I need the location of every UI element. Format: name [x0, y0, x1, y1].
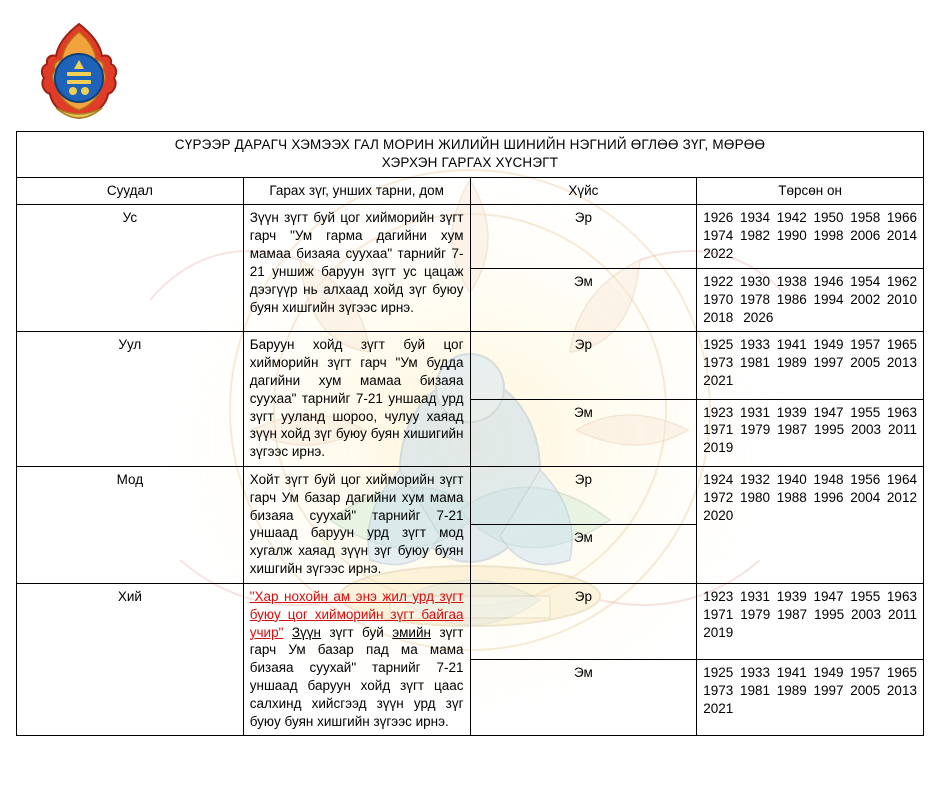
emblem-logo [36, 22, 122, 120]
calendar-sheet [16, 131, 924, 736]
table-row [17, 583, 924, 659]
direction-text: Хойт зүгт буй цог хийморийн зүгт гарч Ум базар дагийни хум мама бизаяа суухай" тарнийг 7-21 уншаад баруун урд зүгт мод хугалж хаяад зүүн зүг буюу буян хишгийн зүгээс ирнэ. [243, 467, 470, 584]
years-list: 1922 1930 1938 1946 1954 1962 1970 1978 1986 1994 2002 2010 2018 2026 [697, 268, 924, 331]
sex-label: Эм [470, 399, 697, 466]
seat-label: Хий [17, 583, 244, 736]
direction-table [16, 131, 924, 736]
years-list: 1926 1934 1942 1950 1958 1966 1974 1982 1990 1998 2006 2014 2022 [697, 205, 924, 268]
seat-label: Уул [17, 332, 244, 467]
sex-label: Эм [470, 525, 697, 583]
direction-text: Баруун хойд зүгт буй цог хийморийн зүгт гарч "Ум будда дагийни хум мамаа бизаяа суухаа" тарнийг 7-21 уншаад урд зүгт ууланд шороо, чулуу хаяад зүүн хойд зүг буюу буян хишигийн зүгээс ирнэ. [243, 332, 470, 467]
header-direction: Гарах зүг, унших тарни, дом [243, 177, 470, 205]
sex-label: Эм [470, 660, 697, 736]
table-title-row [17, 132, 924, 178]
seat-label: Ус [17, 205, 244, 332]
table-header-row [17, 177, 924, 205]
direction-text: Зүүн зүгт буй цог хийморийн зүгт гарч "Ум гарма дагийни хум мамаа бизаяа суухаа" тарнийг 7-21 уншиж баруун зүгт ус цацаж дээгүүр нь алхаад хойд зүг буюу буян хишгийн зүгээс ирнэ. [243, 205, 470, 332]
document-title [17, 132, 924, 178]
title-line-2: ХЭРХЭН ГАРГАХ ХҮСНЭГТ [381, 154, 559, 170]
table-row [17, 332, 924, 399]
seat-label: Мод [17, 467, 244, 584]
years-list: 1925 1933 1941 1949 1957 1965 1973 1981 1989 1997 2005 2013 2021 [697, 660, 924, 736]
years-list: 1924 1932 1940 1948 1956 1964 1972 1980 1988 1996 2004 2012 2020 [697, 467, 924, 584]
years-list: 1925 1933 1941 1949 1957 1965 1973 1981 1989 1997 2005 2013 2021 [697, 332, 924, 399]
header-seat: Суудал [17, 177, 244, 205]
sex-label: Эр [470, 332, 697, 399]
direction-text: "Хар нохойн ам энэ жил урд зүгт буюу цог хийморийн зүгт байгаа учир" Зүүн зүгт буй эмийн зүгт гарч Ум базар пад ма мама бизаяа суухай" тарнийг 7-21 уншаад баруун хойд зүгт цаас салхинд хийсгээд зүүн урд зүг буюу буян хишгийн зүгээс ирнэ. [243, 583, 470, 736]
table-row [17, 205, 924, 268]
years-list: 1923 1931 1939 1947 1955 1963 1971 1979 1987 1995 2003 2011 2019 [697, 583, 924, 659]
direction-text-warning: "Хар нохойн ам энэ жил урд зүгт буюу цог хийморийн зүгт байгаа учир" [249, 588, 464, 640]
sex-label: Эр [470, 467, 697, 525]
years-list: 1923 1931 1939 1947 1955 1963 1971 1979 1987 1995 2003 2011 2019 [697, 399, 924, 466]
sex-label: Эм [470, 268, 697, 331]
title-line-1: СҮРЭЭР ДАРАГЧ ХЭМЭЭХ ГАЛ МОРИН ЖИЛИЙН ШИНИЙН НЭГНИЙ ӨГЛӨӨ ЗҮГ, МӨРӨӨ [174, 137, 766, 152]
header-sex: Хүйс [470, 177, 697, 205]
table-row [17, 467, 924, 525]
header-birth-year: Төрсөн он [697, 177, 924, 205]
sex-label: Эр [470, 583, 697, 659]
sex-label: Эр [470, 205, 697, 268]
